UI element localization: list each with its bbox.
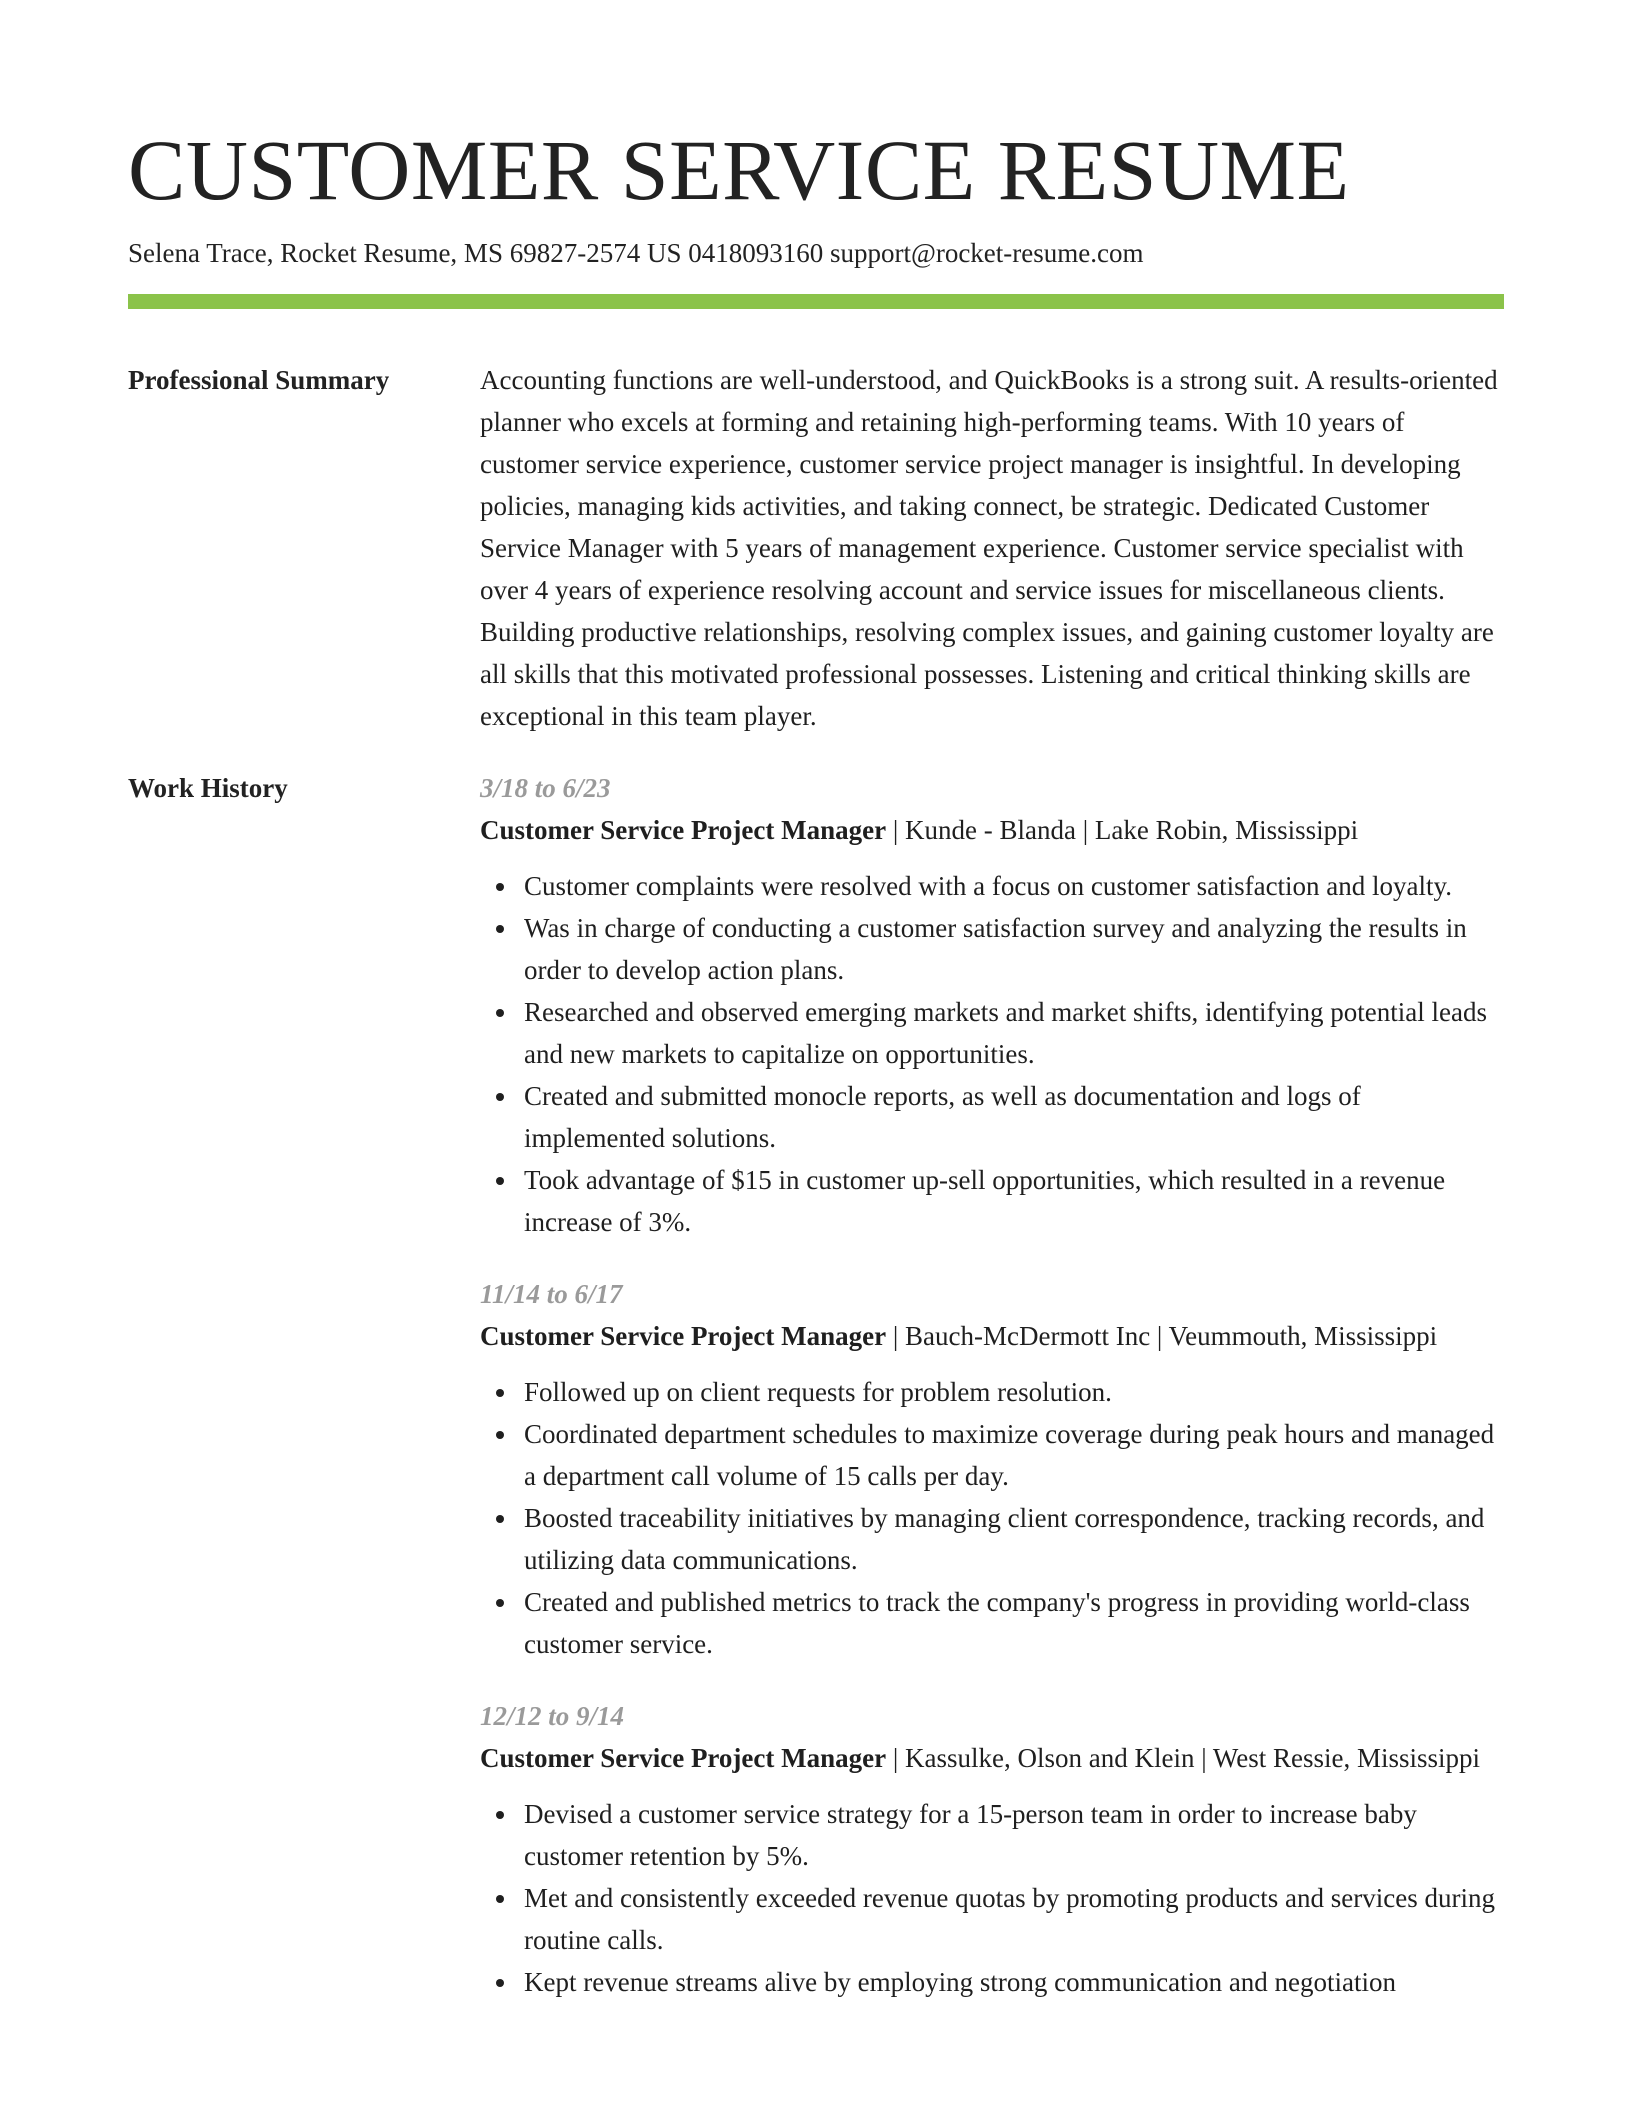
job-bullet: Devised a customer service strategy for a 15-person team in order to increase baby customer retention by 5%.	[524, 1793, 1504, 1877]
job-dates: 11/14 to 6/17	[480, 1279, 623, 1309]
header-divider	[128, 294, 1504, 309]
work-history-section	[128, 767, 1504, 2033]
job-bullet: Was in charge of conducting a customer satisfaction survey and analyzing the results in order to develop action plans.	[524, 907, 1504, 991]
job-bullet: Coordinated department schedules to maximize coverage during peak hours and managed a department call volume of 15 calls per day.	[524, 1413, 1504, 1497]
job-bullet-list	[480, 1793, 1504, 2003]
summary-body	[480, 359, 1504, 737]
resume-page	[128, 0, 1504, 2033]
job-entry	[480, 1273, 1504, 1665]
resume-title: CUSTOMER SERVICE RESUME	[128, 122, 1350, 218]
job-bullet: Kept revenue streams alive by employing strong communication and negotiation	[524, 1961, 1504, 2003]
job-details: | Bauch-McDermott Inc | Veummouth, Mississippi	[886, 1321, 1438, 1351]
job-bullet: Created and submitted monocle reports, as well as documentation and logs of implemented solutions.	[524, 1075, 1504, 1159]
job-heading	[480, 1315, 1504, 1357]
job-heading	[480, 1737, 1504, 1779]
job-bullet: Followed up on client requests for problem resolution.	[524, 1371, 1504, 1413]
job-heading	[480, 809, 1504, 851]
job-bullet: Researched and observed emerging markets and market shifts, identifying potential leads and new markets to capitalize on opportunities.	[524, 991, 1504, 1075]
job-title: Customer Service Project Manager	[480, 815, 887, 845]
work-history-label: Work History	[128, 773, 288, 803]
job-bullet-list	[480, 1371, 1504, 1665]
summary-text: Accounting functions are well-understood, and QuickBooks is a strong suit. A results-oriented planner who excels at forming and retaining high-performing teams. With 10 years of customer service experience, customer service project manager is insightful. In developing policies, managing kids activities, and taking connect, be strategic. Dedicated Customer Service Manager with 5 years of management experience. Customer service specialist with over 4 years of experience resolving account and service issues for miscellaneous clients. Building productive relationships, resolving complex issues, and gaining customer loyalty are all skills that this motivated professional possesses. Listening and critical thinking skills are exceptional in this team player.	[480, 365, 1498, 731]
summary-label: Professional Summary	[128, 365, 390, 395]
job-dates: 12/12 to 9/14	[480, 1701, 625, 1731]
job-bullet-list	[480, 865, 1504, 1243]
job-bullet: Met and consistently exceeded revenue quotas by promoting products and services during routine calls.	[524, 1877, 1504, 1961]
summary-section	[128, 359, 1504, 737]
job-bullet: Boosted traceability initiatives by managing client correspondence, tracking records, and utilizing data communications.	[524, 1497, 1504, 1581]
job-title: Customer Service Project Manager	[480, 1743, 887, 1773]
job-bullet: Customer complaints were resolved with a focus on customer satisfaction and loyalty.	[524, 865, 1504, 907]
job-details: | Kunde - Blanda | Lake Robin, Mississippi	[886, 815, 1359, 845]
job-entry	[480, 1695, 1504, 2003]
contact-info: Selena Trace, Rocket Resume, MS 69827-2574 US 0418093160 support@rocket-resume.com	[128, 238, 1144, 268]
job-entry	[480, 767, 1504, 1243]
job-bullet: Took advantage of $15 in customer up-sell opportunities, which resulted in a revenue increase of 3%.	[524, 1159, 1504, 1243]
job-dates: 3/18 to 6/23	[480, 773, 611, 803]
job-title: Customer Service Project Manager	[480, 1321, 887, 1351]
job-details: | Kassulke, Olson and Klein | West Ressie, Mississippi	[886, 1743, 1480, 1773]
job-bullet: Created and published metrics to track the company's progress in providing world-class customer service.	[524, 1581, 1504, 1665]
work-history-body	[480, 767, 1504, 2033]
